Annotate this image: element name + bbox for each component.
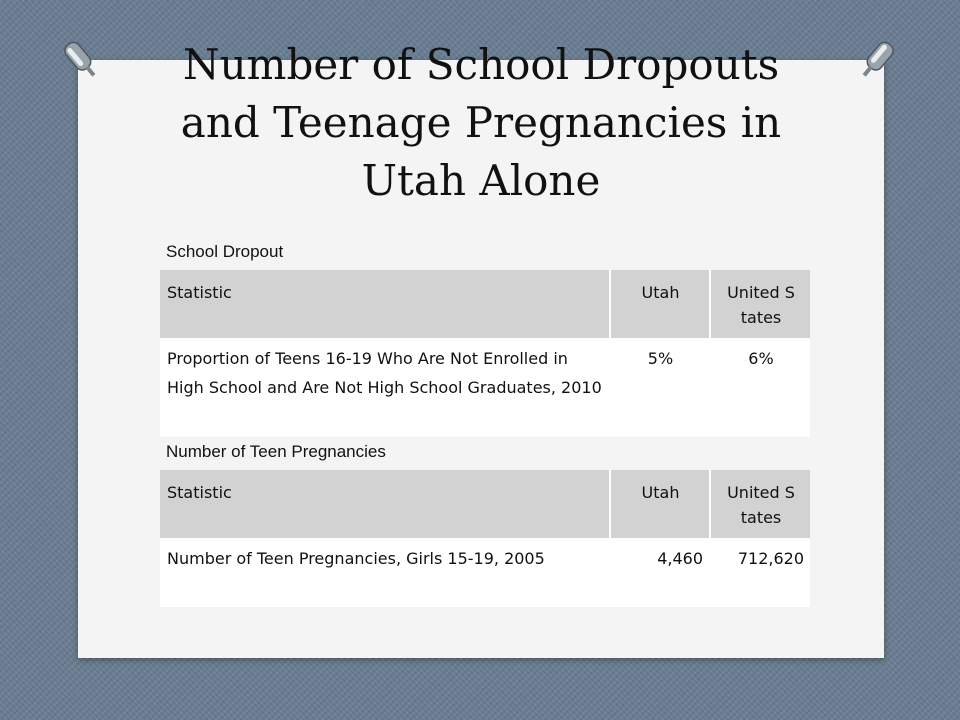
- column-header-statistic: Statistic: [160, 470, 610, 538]
- table-row: [160, 538, 810, 607]
- column-header-utah: Utah: [610, 270, 710, 338]
- pregnancy-table: [160, 470, 810, 607]
- dropout-section-label: School Dropout: [166, 242, 284, 261]
- us-value-cell: 712,620: [710, 538, 810, 607]
- title-line: and Teenage Pregnancies in: [180, 98, 782, 147]
- table-row: [160, 338, 810, 437]
- statistic-cell: Proportion of Teens 16-19 Who Are Not Enrolled in High School and Are Not High School Graduates, 2010: [160, 338, 610, 437]
- dropout-table: [160, 270, 810, 437]
- table-header-row: [160, 270, 810, 338]
- utah-value-cell: 5%: [610, 338, 710, 437]
- column-header-united-states: United S tates: [710, 270, 810, 338]
- title-line: Utah Alone: [361, 156, 601, 205]
- slide-title: [78, 36, 884, 210]
- table-header-row: [160, 470, 810, 538]
- pregnancy-section-label: Number of Teen Pregnancies: [166, 442, 386, 461]
- column-header-united-states: United S tates: [710, 470, 810, 538]
- us-value-cell: 6%: [710, 338, 810, 437]
- column-header-statistic: Statistic: [160, 270, 610, 338]
- title-line: Number of School Dropouts: [182, 40, 780, 89]
- utah-value-cell: 4,460: [610, 538, 710, 607]
- statistic-cell: Number of Teen Pregnancies, Girls 15-19, 2005: [160, 538, 610, 607]
- column-header-utah: Utah: [610, 470, 710, 538]
